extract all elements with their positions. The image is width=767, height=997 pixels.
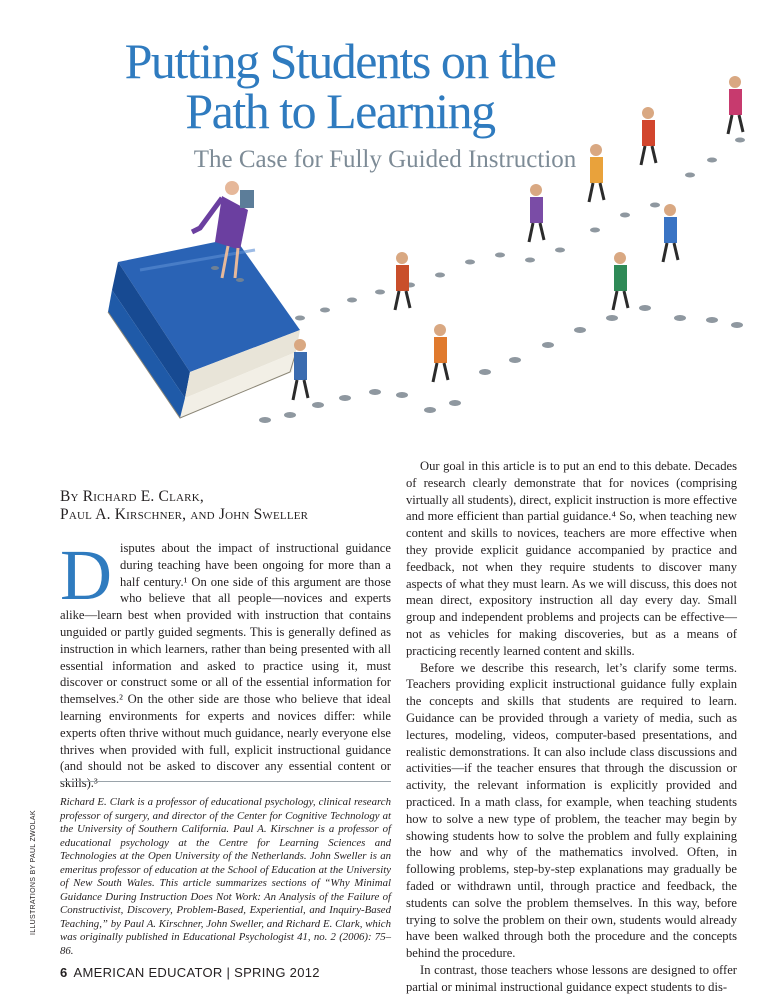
title-line-1: Putting Students on the (124, 33, 556, 89)
article-subtitle: The Case for Fully Guided Instruction (193, 146, 577, 173)
bio-divider (60, 781, 391, 782)
page-footer (60, 965, 320, 980)
blue-book-illustration (108, 238, 300, 418)
title-line-2: Path to Learning (185, 83, 495, 139)
byline-line-2: Paul A. Kirschner, and John Sweller (60, 506, 309, 523)
publication-name: AMERICAN EDUCATOR | SPRING 2012 (73, 965, 320, 980)
byline-line-1: By Richard E. Clark, (60, 488, 204, 505)
page-number: 6 (60, 965, 68, 980)
paragraph-goal: Our goal in this article is to put an end to this debate. Decades of research clearly demonstrate that for novices (comprising virtually all students), direct, explicit instruction is more effective and more efficient than partial guidance.⁴ So, when teaching new content and skills to novices, teachers are more effective when they provide explicit guidance accompanied by practice and feedback, not when they require students to discover many aspects of what they must learn. As we will discuss, this does not mean direct, expository instruction all day every day. Small group and independent problems and projects can be effective—not as vehicles for making discoveries, but as a means of practicing recently learned content and skills. (406, 459, 737, 658)
drop-cap: D (60, 535, 112, 615)
author-bio: Richard E. Clark is a professor of educational psychology, clinical research professor of surgery, and director of the Center for Cognitive Technology at the University of Southern California. Paul A. Kirschner is a professor of educational psychology at the Centre for Learning Sciences and Technologies at the Open University of the Netherlands. John Sweller is an emeritus professor of education at the School of Education at the University of New South Wales. This article summarizes sections of “Why Minimal Guidance During Instruction Does Not Work: An Analysis of the Failure of Constructivist, Discovery, Problem-Based, Experiential, and Inquiry-Based Teaching,” by Paul A. Kirschner, John Sweller, and Richard E. Clark, which was originally published in Educational Psychologist 41, no. 2 (2006): 75–86. (60, 796, 391, 957)
article-title (120, 33, 560, 139)
footprint-trail (211, 138, 745, 424)
left-column (60, 535, 391, 792)
intro-paragraph: isputes about the impact of instructional guidance during teaching have been ongoing for more than a half century.¹ On one side of this argument are those who believe that all people—novices and experts alike—learn best when provided with instruction that contains unguided or partly guided segments. This is generally defined as instruction in which learners, rather than being presented with all essential information and asked to practice using it, must discover or construct some or all of the essential information for themselves.² On the other side are those who believe that ideal learning environments for experts and novices differ: while experts often thrive without much guidance, nearly everyone else thrives when provided with full, explicit instructional guidance (and should not be asked to discover any essential content or skills).³ (60, 541, 391, 791)
paragraph-terms: Before we describe this research, let’s clarify some terms. Teachers providing explicit instructional guidance fully explain the concepts and skills that students are required to learn. Guidance can be provided through a variety of media, such as lectures, modeling, videos, computer-based presentations, and realistic demonstrations. It can also include class discussions and activities—if the teacher ensures that through the discussion or activity, the relevant information is explicitly provided and practiced. In a math class, for example, when teaching students how to solve a new type of problem, the teacher may begin by showing students how to solve the problem and fully explaining the how and why of the mathematics involved. Often, in following problems, step-by-step explanations may gradually be faded or withdrawn until, through practice and feedback, the students can solve the problem themselves. In this way, before trying to solve the problem on their own, students would already have been walked through both the procedure and the concepts behind the procedure. (406, 660, 737, 961)
byline (60, 488, 390, 524)
right-column (406, 458, 737, 996)
paragraph-contrast: In contrast, those teachers whose lessons are designed to offer partial or minimal instructional guidance expect students to dis- (406, 962, 737, 994)
